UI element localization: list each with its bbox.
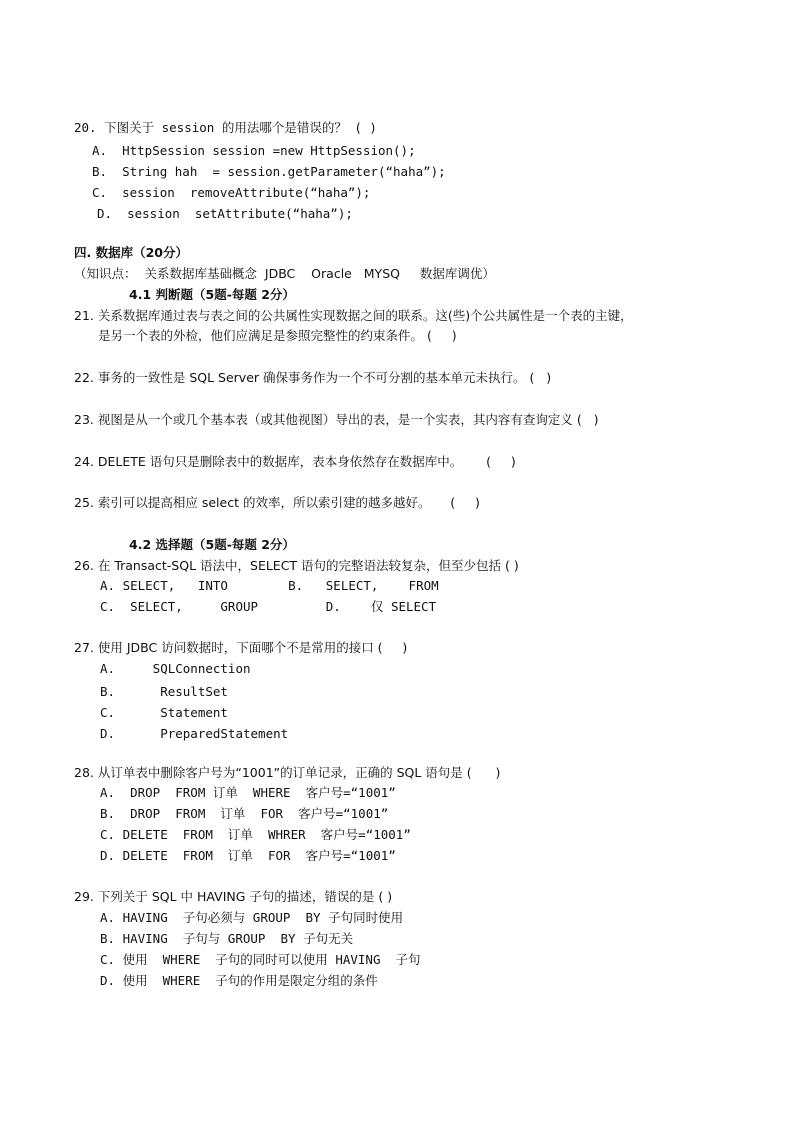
q20-option-b: B. String hah = session.getParameter(“haha”); — [92, 164, 446, 179]
q21-line1: 21. 关系数据库通过表与表之间的公共属性实现数据之间的联系。这(些)个公共属性是一个表的主键， — [74, 308, 633, 323]
q24: 24. DELETE 语句只是删除表中的数据库，表本身依然存在数据库中。 ( ) — [74, 454, 516, 469]
q20-option-a: A. HttpSession session =new HttpSession(); — [92, 143, 416, 158]
q28-stem: 28. 从订单表中删除客户号为“1001”的订单记录，正确的 SQL 语句是 ( ) — [74, 765, 501, 780]
q29-option-b: B. HAVING 子句与 GROUP BY 子句无关 — [100, 931, 354, 946]
q23: 23. 视图是从一个或几个基本表（或其他视图）导出的表，是一个实表，其内容有查询定义 ( ) — [74, 412, 599, 427]
section-title: 四. 数据库（20分） — [74, 245, 188, 260]
q27-option-c: C. Statement — [100, 705, 228, 720]
q27-stem: 27. 使用 JDBC 访问数据时，下面哪个不是常用的接口 ( ) — [74, 640, 408, 655]
q27-option-d: D. PreparedStatement — [100, 726, 289, 741]
q26-options-row2: C. SELECT, GROUP D. 仅 SELECT — [100, 599, 437, 614]
q25: 25. 索引可以提高相应 select 的效率，所以索引建的越多越好。 ( ) — [74, 495, 480, 510]
subsection-judge-title: 4.1 判断题（5题-每题 2分） — [129, 287, 295, 302]
q27-option-a: A. SQLConnection — [100, 661, 251, 676]
q29-option-a: A. HAVING 子句必须与 GROUP BY 子句同时使用 — [100, 910, 404, 925]
knowledge-points: （知识点： 关系数据库基础概念 JDBC Oracle MYSQ 数据库调优） — [74, 266, 495, 281]
q20-option-c: C. session removeAttribute(“haha”); — [92, 185, 371, 200]
q28-option-a: A. DROP FROM 订单 WHERE 客户号=“1001” — [100, 785, 396, 800]
q27-option-b: B. ResultSet — [100, 684, 228, 699]
q22: 22. 事务的一致性是 SQL Server 确保事务作为一个不可分割的基本单元未执行。 ( ) — [74, 370, 552, 385]
q26-options-row1: A. SELECT, INTO B. SELECT, FROM — [100, 578, 439, 593]
q26-stem: 26. 在 Transact-SQL 语法中，SELECT 语句的完整语法较复杂，但至少包括 ( ) — [74, 558, 519, 573]
q29-option-c: C. 使用 WHERE 子句的同时可以使用 HAVING 子句 — [100, 952, 421, 967]
q28-option-b: B. DROP FROM 订单 FOR 客户号=“1001” — [100, 806, 389, 821]
q29-option-d: D. 使用 WHERE 子句的作用是限定分组的条件 — [100, 973, 378, 988]
q29-stem: 29. 下列关于 SQL 中 HAVING 子句的描述，错误的是 ( ) — [74, 889, 393, 904]
q20-stem: 20. 下图关于 session 的用法哪个是错误的？ ( ) — [74, 120, 377, 135]
q28-option-c: C. DELETE FROM 订单 WHRER 客户号=“1001” — [100, 827, 411, 842]
q20-option-d: D. session setAttribute(“haha”); — [97, 206, 353, 221]
q28-option-d: D. DELETE FROM 订单 FOR 客户号=“1001” — [100, 848, 396, 863]
subsection-choice-title: 4.2 选择题（5题-每题 2分） — [129, 537, 295, 552]
q21-line2: 是另一个表的外检，他们应满足是参照完整性的约束条件。 ( ) — [98, 328, 457, 343]
